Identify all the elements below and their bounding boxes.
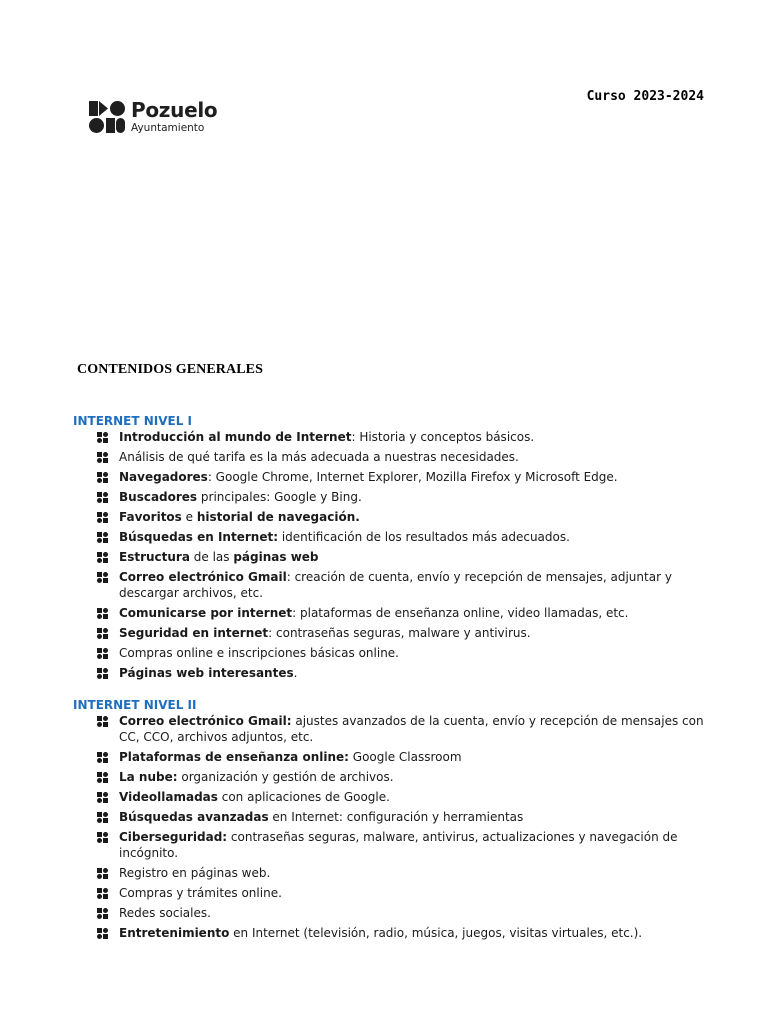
item-text: Google Classroom — [348, 750, 462, 764]
item-text: de las — [189, 550, 234, 564]
list-bullet-icon — [97, 628, 108, 639]
list-bullet-icon — [97, 608, 108, 619]
list-item — [73, 789, 713, 805]
list-item — [73, 769, 713, 785]
list-item — [73, 885, 713, 901]
list-bullet-icon — [97, 432, 108, 443]
item-bold-text: Búsquedas avanzadas — [119, 810, 269, 824]
list-item — [73, 665, 713, 681]
list-item — [73, 429, 713, 445]
list-item — [73, 625, 713, 641]
item-text: Análisis de qué tarifa es la más adecuada a nuestras necesidades. — [119, 450, 519, 464]
item-bold-text: Comunicarse por internet — [119, 606, 293, 620]
item-bold-text: La nube: — [119, 770, 178, 784]
list-item — [73, 469, 713, 485]
list-item — [73, 605, 713, 621]
content-list — [73, 713, 713, 941]
page-title: CONTENIDOS GENERALES — [77, 362, 263, 377]
logo-name: Pozuelo — [131, 98, 218, 123]
list-item — [73, 449, 713, 465]
list-item — [73, 529, 713, 545]
item-bold-text: Búsquedas en Internet: — [119, 530, 278, 544]
item-text: . — [293, 666, 298, 680]
list-bullet-icon — [97, 812, 108, 823]
section-internet-nivel-2 — [73, 697, 713, 945]
item-bold-text: Páginas web interesantes — [119, 666, 294, 680]
item-bold-text: Correo electrónico Gmail: — [119, 714, 292, 728]
item-text: Compras online e inscripciones básicas online. — [119, 646, 399, 660]
item-text: Compras y trámites online. — [119, 886, 282, 900]
list-bullet-icon — [97, 928, 108, 939]
list-bullet-icon — [97, 716, 108, 727]
item-text: en Internet (televisión, radio, música, juegos, visitas virtuales, etc.). — [229, 926, 643, 940]
list-bullet-icon — [97, 552, 108, 563]
list-bullet-icon — [97, 532, 108, 543]
list-bullet-icon — [97, 472, 108, 483]
item-text: : contraseñas seguras, malware y antivirus. — [268, 626, 531, 640]
item-bold-text: Correo electrónico Gmail — [119, 570, 287, 584]
item-text: : Google Chrome, Internet Explorer, Mozilla Firefox y Microsoft Edge. — [207, 470, 618, 484]
list-bullet-icon — [97, 452, 108, 463]
list-bullet-icon — [97, 868, 108, 879]
item-text: e — [181, 510, 197, 524]
section-title: INTERNET NIVEL II — [73, 698, 197, 712]
item-bold-text: Ciberseguridad: — [119, 830, 228, 844]
item-text: contraseñas seguras, malware, antivirus, actualizaciones y navegación de incógnito. — [119, 830, 678, 860]
item-bold-text: Estructura — [119, 550, 190, 564]
item-text: Registro en páginas web. — [119, 866, 271, 880]
item-bold-text: Videollamadas — [119, 790, 218, 804]
item-text: : Historia y conceptos básicos. — [351, 430, 535, 444]
item-bold-text: Introducción al mundo de Internet — [119, 430, 352, 444]
pozuelo-logo-mark — [89, 99, 125, 135]
item-text: identificación de los resultados más adecuados. — [278, 530, 570, 544]
list-item — [73, 713, 713, 745]
list-item — [73, 549, 713, 565]
section-title: INTERNET NIVEL I — [73, 414, 193, 428]
course-year: Curso 2023-2024 — [586, 89, 704, 104]
item-bold-text: Favoritos — [119, 510, 182, 524]
list-bullet-icon — [97, 752, 108, 763]
item-text: ajustes avanzados de la cuenta, envío y recepción de mensajes con CC, CCO, archivos adjuntos, etc. — [119, 714, 704, 744]
item-bold-text: páginas web — [233, 550, 319, 564]
item-text: con aplicaciones de Google. — [217, 790, 390, 804]
list-item — [73, 569, 713, 601]
item-text: : creación de cuenta, envío y recepción de mensajes, adjuntar y descargar archivos, etc. — [119, 570, 672, 600]
list-bullet-icon — [97, 792, 108, 803]
list-item — [73, 509, 713, 525]
list-item — [73, 925, 713, 941]
item-bold-text: Plataformas de enseñanza online: — [119, 750, 349, 764]
item-bold-text: Navegadores — [119, 470, 208, 484]
list-bullet-icon — [97, 512, 108, 523]
list-item — [73, 865, 713, 881]
item-text: organización y gestión de archivos. — [177, 770, 394, 784]
item-text: : plataformas de enseñanza online, video llamadas, etc. — [292, 606, 629, 620]
list-bullet-icon — [97, 492, 108, 503]
list-item — [73, 829, 713, 861]
item-text: en Internet: configuración y herramientas — [268, 810, 524, 824]
list-item — [73, 905, 713, 921]
list-item — [73, 489, 713, 505]
list-bullet-icon — [97, 832, 108, 843]
section-internet-nivel-1 — [73, 413, 713, 685]
item-bold-text: Entretenimiento — [119, 926, 230, 940]
item-text: principales: Google y Bing. — [197, 490, 362, 504]
item-bold-text: Seguridad en internet — [119, 626, 269, 640]
item-bold-text: historial de navegación. — [196, 510, 360, 524]
list-bullet-icon — [97, 908, 108, 919]
list-bullet-icon — [97, 888, 108, 899]
list-bullet-icon — [97, 572, 108, 583]
content-list — [73, 429, 713, 681]
list-bullet-icon — [97, 648, 108, 659]
list-bullet-icon — [97, 772, 108, 783]
list-item — [73, 645, 713, 661]
list-item — [73, 809, 713, 825]
list-bullet-icon — [97, 668, 108, 679]
list-item — [73, 749, 713, 765]
logo-subtitle: Ayuntamiento — [131, 122, 205, 135]
item-text: Redes sociales. — [119, 906, 211, 920]
item-bold-text: Buscadores — [119, 490, 198, 504]
pozuelo-logo — [89, 99, 217, 135]
